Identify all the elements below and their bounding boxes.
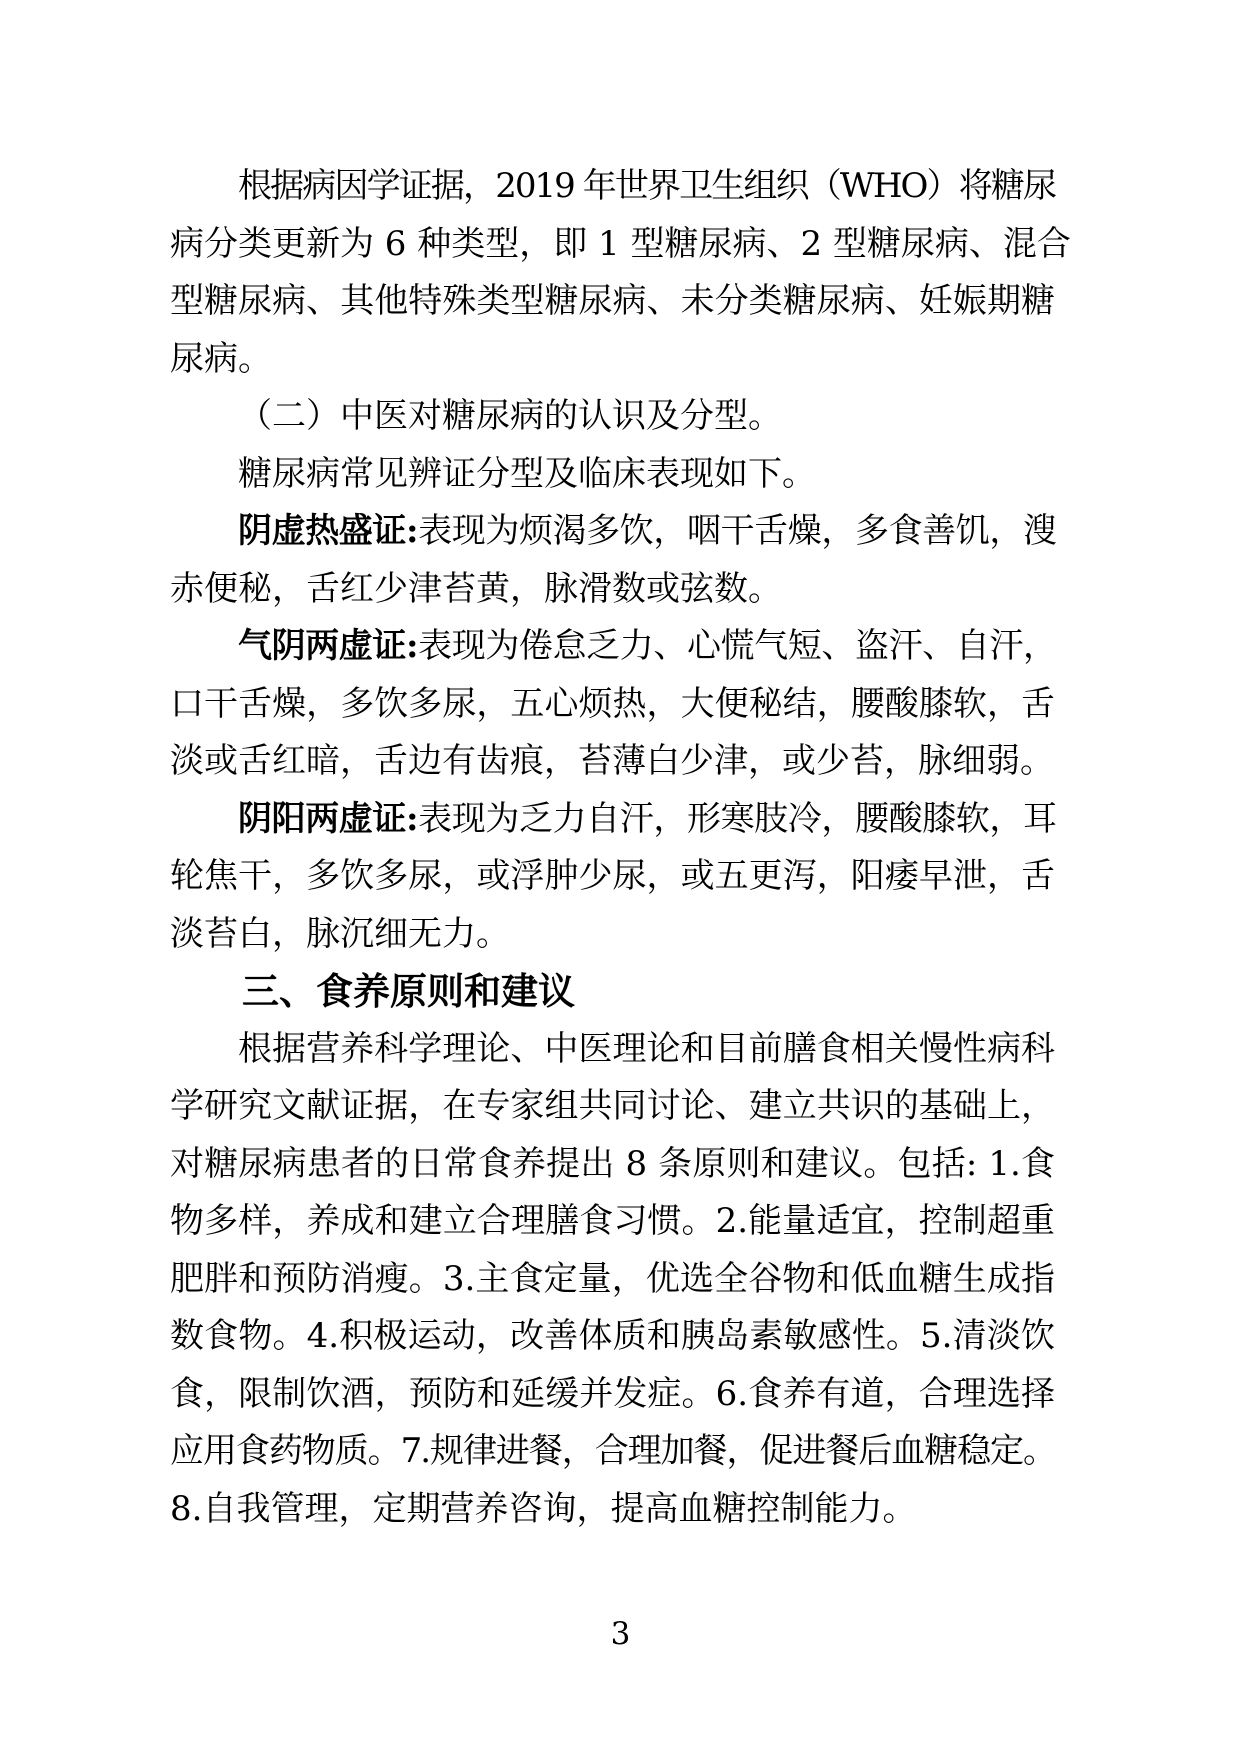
paragraph [170,963,1055,1021]
text-line: 应用食药物质。7.规律进餐，合理加餐，促进餐后血糖稳定。 [170,1431,1055,1471]
text-line: 8.自我管理，定期营养咨询，提高血糖控制能力。 [170,1488,917,1529]
text-line: 糖尿病常见辨证分型及临床表现如下。 [238,453,816,494]
text-line: 赤便秘，舌红少津苔黄，脉滑数或弦数。 [170,568,782,609]
text-line: 型糖尿病、其他特殊类型糖尿病、未分类糖尿病、妊娠期糖 [170,281,1055,321]
paragraph [170,618,1055,791]
text-line: 根据营养科学理论、中医理论和目前膳食相关慢性病科 [238,1028,1055,1069]
text-line: 轮焦干，多饮多尿，或浮肿少尿，或五更泻，阳痿早泄，舌 [170,856,1055,896]
text-line: 物多样，养成和建立合理膳食习惯。2.能量适宜，控制超重 [170,1201,1055,1241]
paragraph [170,1021,1055,1539]
paragraph [170,158,1071,388]
syndrome-label: 气阴两虚证: [238,626,417,666]
text-line: （二）中医对糖尿病的认识及分型。 [238,396,782,436]
text-line: 气阴两虚证:表现为倦怠乏力、心慌气短、盗汗、自汗， [238,626,1055,666]
text-line: 数食物。4.积极运动，改善体质和胰岛素敏感性。5.清淡饮 [170,1316,1055,1356]
text-line: 口干舌燥，多饮多尿，五心烦热，大便秘结，腰酸膝软，舌 [170,683,1055,724]
syndrome-label: 阴虚热盛证: [238,511,417,551]
text-line: 对糖尿病患者的日常食养提出 8 条原则和建议。包括: 1.食 [170,1143,1055,1184]
text-line: 淡苔白，脉沉细无力。 [170,913,510,954]
text-line: 根据病因学证据，2019 年世界卫生组织（WHO）将糖尿 [238,166,1055,206]
text-line: 病分类更新为 6 种类型，即 1 型糖尿病、2 型糖尿病、混合 [170,223,1071,264]
syndrome-label: 阴阳两虚证: [238,798,417,839]
page-number: 3 [610,1616,631,1652]
text-line: 阴阳两虚证:表现为乏力自汗，形寒肢冷，腰酸膝软，耳 [238,798,1055,839]
paragraph [170,446,1055,504]
text-line: 淡或舌红暗，舌边有齿痕，苔薄白少津，或少苔，脉细弱。 [170,741,1054,781]
text-line: 阴虚热盛证:表现为烦渴多饮，咽干舌燥，多食善饥，溲 [238,511,1055,551]
text-line: 肥胖和预防消瘦。3.主食定量，优选全谷物和低血糖生成指 [170,1258,1055,1299]
document-body [170,158,1071,1538]
text-line: 学研究文献证据，在专家组共同讨论、建立共识的基础上， [170,1086,1055,1126]
paragraph [170,791,1055,964]
paragraph [170,388,1055,446]
text-line: 尿病。 [170,338,272,379]
text-line: 三、食养原则和建议 [242,970,575,1013]
paragraph [170,503,1055,618]
text-line: 食，限制饮酒，预防和延缓并发症。6.食养有道，合理选择 [170,1373,1055,1414]
